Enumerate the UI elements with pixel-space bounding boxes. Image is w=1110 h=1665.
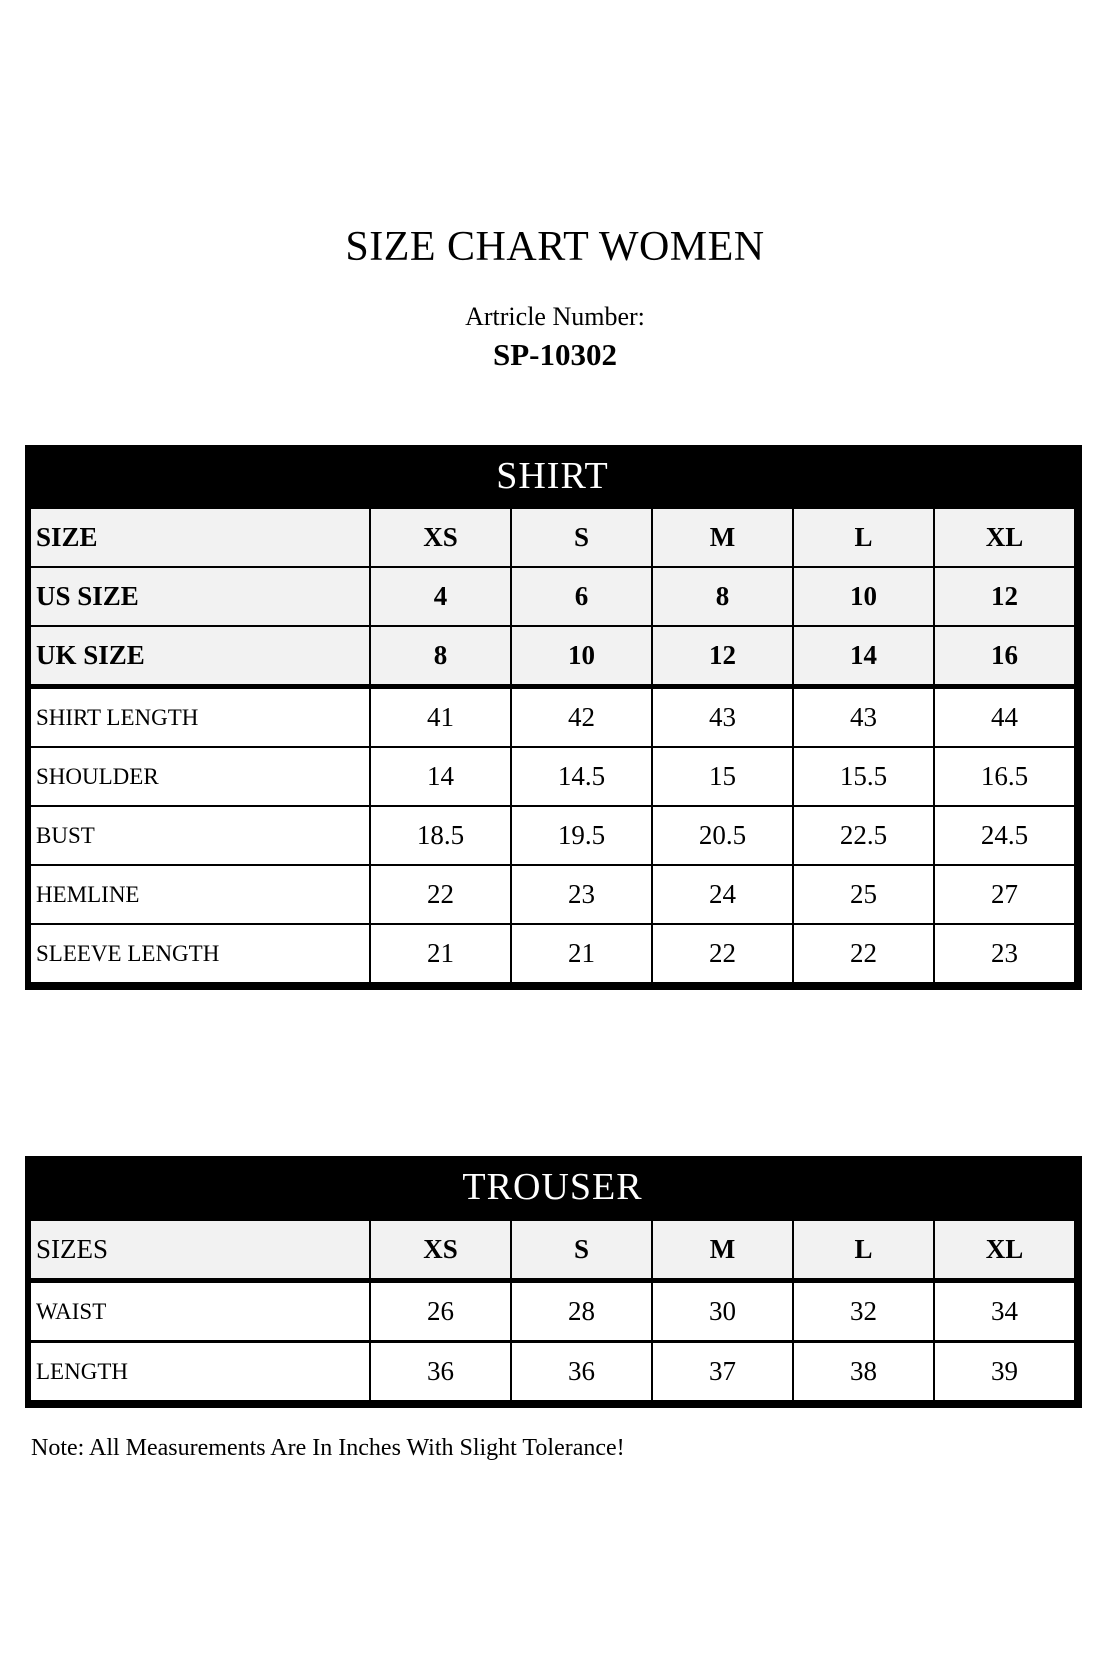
cell-value: 22 xyxy=(793,924,934,983)
cell-value: XL xyxy=(934,508,1075,567)
cell-value: 39 xyxy=(934,1342,1075,1402)
cell-value: 8 xyxy=(370,626,511,687)
cell-value: 15.5 xyxy=(793,747,934,806)
page-title: SIZE CHART WOMEN xyxy=(345,224,765,270)
cell-value: 22 xyxy=(370,865,511,924)
cell-value: 42 xyxy=(511,687,652,748)
cell-value: 36 xyxy=(370,1342,511,1402)
cell-value: 6 xyxy=(511,567,652,626)
cell-value: 10 xyxy=(793,567,934,626)
table-row xyxy=(30,1220,1075,1281)
cell-value: 4 xyxy=(370,567,511,626)
table-row xyxy=(30,924,1075,983)
row-label: LENGTH xyxy=(30,1342,370,1402)
table-row xyxy=(30,567,1075,626)
table-row xyxy=(30,508,1075,567)
cell-value: 26 xyxy=(370,1281,511,1342)
cell-value: XL xyxy=(934,1220,1075,1281)
table-row xyxy=(30,747,1075,806)
table-row xyxy=(30,865,1075,924)
row-label: SHOULDER xyxy=(30,747,370,806)
row-label: UK SIZE xyxy=(30,626,370,687)
cell-value: 34 xyxy=(934,1281,1075,1342)
cell-value: 22.5 xyxy=(793,806,934,865)
cell-value: XS xyxy=(370,508,511,567)
measurement-note: Note: All Measurements Are In Inches With Slight Tolerance! xyxy=(31,1435,625,1461)
article-number-value: SP-10302 xyxy=(493,337,617,372)
row-label: SIZES xyxy=(30,1220,370,1281)
row-label: BUST xyxy=(30,806,370,865)
article-number-label: Artricle Number: xyxy=(465,302,645,331)
cell-value: XS xyxy=(370,1220,511,1281)
cell-value: 15 xyxy=(652,747,793,806)
size-grid xyxy=(29,507,1076,984)
cell-value: 44 xyxy=(934,687,1075,748)
row-label: SLEEVE LENGTH xyxy=(30,924,370,983)
cell-value: 21 xyxy=(511,924,652,983)
cell-value: 14.5 xyxy=(511,747,652,806)
row-label: HEMLINE xyxy=(30,865,370,924)
cell-value: 24 xyxy=(652,865,793,924)
row-label: WAIST xyxy=(30,1281,370,1342)
trouser-table-title: TROUSER xyxy=(29,1156,1076,1218)
cell-value: 38 xyxy=(793,1342,934,1402)
cell-value: 14 xyxy=(793,626,934,687)
cell-value: M xyxy=(652,508,793,567)
row-label: US SIZE xyxy=(30,567,370,626)
cell-value: 36 xyxy=(511,1342,652,1402)
row-label: SHIRT LENGTH xyxy=(30,687,370,748)
cell-value: 16 xyxy=(934,626,1075,687)
cell-value: 21 xyxy=(370,924,511,983)
table-row xyxy=(30,687,1075,748)
cell-value: L xyxy=(793,1220,934,1281)
shirt-table-title: SHIRT xyxy=(29,445,1076,507)
table-row xyxy=(30,1342,1075,1402)
cell-value: 16.5 xyxy=(934,747,1075,806)
cell-value: 27 xyxy=(934,865,1075,924)
cell-value: S xyxy=(511,508,652,567)
cell-value: 20.5 xyxy=(652,806,793,865)
cell-value: 37 xyxy=(652,1342,793,1402)
cell-value: S xyxy=(511,1220,652,1281)
cell-value: 43 xyxy=(652,687,793,748)
cell-value: 22 xyxy=(652,924,793,983)
cell-value: 28 xyxy=(511,1281,652,1342)
cell-value: 19.5 xyxy=(511,806,652,865)
cell-value: 8 xyxy=(652,567,793,626)
trouser-size-table xyxy=(25,1156,1082,1408)
cell-value: 23 xyxy=(511,865,652,924)
cell-value: 18.5 xyxy=(370,806,511,865)
cell-value: 32 xyxy=(793,1281,934,1342)
table-row xyxy=(30,1281,1075,1342)
cell-value: 43 xyxy=(793,687,934,748)
shirt-size-table xyxy=(25,445,1082,990)
size-grid xyxy=(29,1218,1076,1402)
cell-value: 12 xyxy=(652,626,793,687)
cell-value: 12 xyxy=(934,567,1075,626)
cell-value: 25 xyxy=(793,865,934,924)
cell-value: 14 xyxy=(370,747,511,806)
cell-value: 10 xyxy=(511,626,652,687)
cell-value: 23 xyxy=(934,924,1075,983)
cell-value: 41 xyxy=(370,687,511,748)
cell-value: M xyxy=(652,1220,793,1281)
cell-value: L xyxy=(793,508,934,567)
cell-value: 30 xyxy=(652,1281,793,1342)
table-row xyxy=(30,626,1075,687)
row-label: SIZE xyxy=(30,508,370,567)
table-row xyxy=(30,806,1075,865)
cell-value: 24.5 xyxy=(934,806,1075,865)
